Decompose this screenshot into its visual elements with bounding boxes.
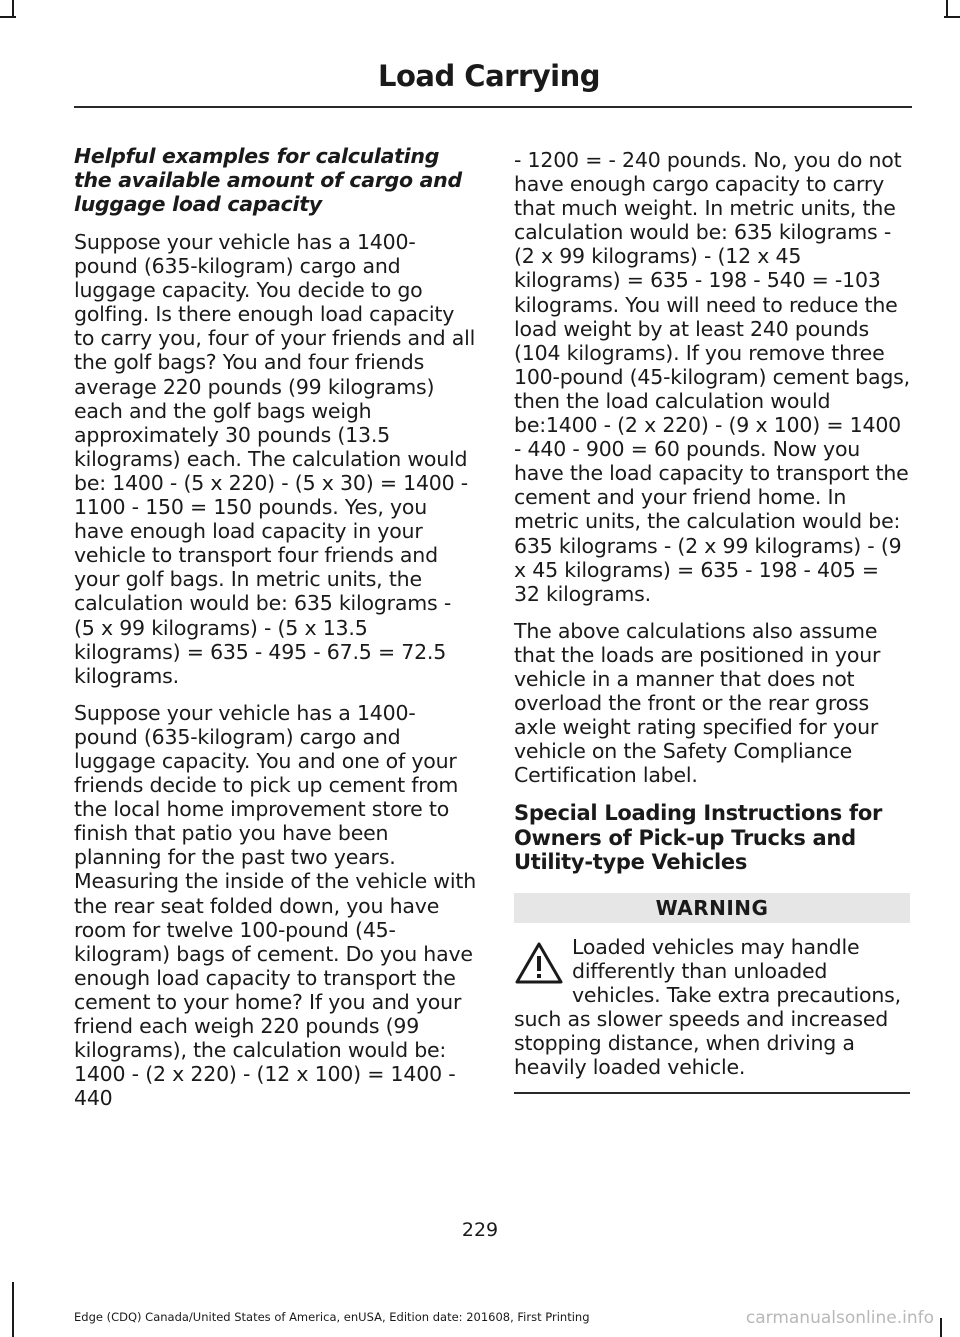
special-loading-heading: Special Loading Instructions for Owners of Pick-up Trucks and Utility-type Vehicles <box>514 801 883 875</box>
watermark: carmanualsonline.info <box>745 1308 934 1328</box>
warning-text: Loaded vehicles may handle differently than unloaded vehicles. Take extra precautions, such as slower speeds and increased stopping distance, when driving a heavily loaded vehicle. <box>514 934 901 1080</box>
edition-footer: Edge (CDQ) Canada/United States of America, enUSA, Edition date: 201608, First Printing <box>74 1310 590 1324</box>
warning-divider <box>514 1092 910 1094</box>
page-number: 229 <box>461 1219 499 1241</box>
header-divider <box>74 106 912 108</box>
warning-triangle-icon <box>514 941 564 985</box>
golf-example-paragraph: Suppose your vehicle has a 1400-pound (635-kilogram) cargo and luggage capacity. You decide to go golfing. Is there enough load capacity to carry you, four of your friends and all the golf bags? You and four friends average 220 pounds (99 kilograms) each and the golf bags weigh approximately 30 pounds (13.5 kilograms) each. The calculation would be: 1400 - (5 x 220) - (5 x 30) = 1400 - 1100 - 150 = 150 pounds. Yes, you have enough load capacity in your vehicle to transport four friends and your golf bags. In metric units, the calculation would be: 635 kilograms - (5 x 99 kilograms) - (5 x 13.5 kilograms) = 635 - 495 - 67.5 = 72.5 kilograms. <box>74 230 476 688</box>
crop-mark <box>940 1318 942 1337</box>
crop-mark <box>0 16 16 18</box>
crop-mark <box>12 1282 14 1337</box>
cement-example-continued-paragraph: - 1200 = - 240 pounds. No, you do not have enough cargo capacity to carry that much weight. In metric units, the calculation would be: 635 kilograms - (2 x 99 kilograms) - (12 x 45 kilograms) = 635 - 198 - 540 = -103 kilograms. You will need to reduce the load weight by at least 240 pounds (104 kilograms). If you remove three 100-pound (45-kilogram) cement bags, then the load calculation would be:1400 - (2 x 220) - (9 x 100) = 1400 - 440 - 900 = 60 pounds. Now you have the load capacity to transport the cement and your friend home. In metric units, the calculation would be: 635 kilograms - (2 x 99 kilograms) - (9 x 45 kilograms) = 635 - 198 - 405 = 32 kilograms. <box>514 148 910 606</box>
warning-label: WARNING <box>514 893 910 923</box>
warning-box <box>514 935 910 1080</box>
section-title: Load Carrying <box>377 59 600 93</box>
right-column <box>514 148 910 1094</box>
crop-mark <box>944 16 960 18</box>
axle-weight-paragraph: The above calculations also assume that the loads are positioned in your vehicle in a manner that does not overload the front or the rear gross axle weight rating specified for your vehicle on the Safety Compliance Certification label. <box>514 618 881 788</box>
left-column <box>74 144 476 1123</box>
examples-heading: Helpful examples for calculating the available amount of cargo and luggage load capacity <box>74 144 462 216</box>
cement-example-paragraph: Suppose your vehicle has a 1400-pound (635-kilogram) cargo and luggage capacity. You and one of your friends decide to pick up cement from the local home improvement store to finish that patio you have been planning for the past two years. Measuring the inside of the vehicle with the rear seat folded down, you have room for twelve 100-pound (45-kilogram) bags of cement. Do you have enough load capacity to transport the cement to your home? If you and your friend each weigh 220 pounds (99 kilograms), the calculation would be: 1400 - (2 x 220) - (12 x 100) = 1400 - 440 <box>74 700 477 1111</box>
